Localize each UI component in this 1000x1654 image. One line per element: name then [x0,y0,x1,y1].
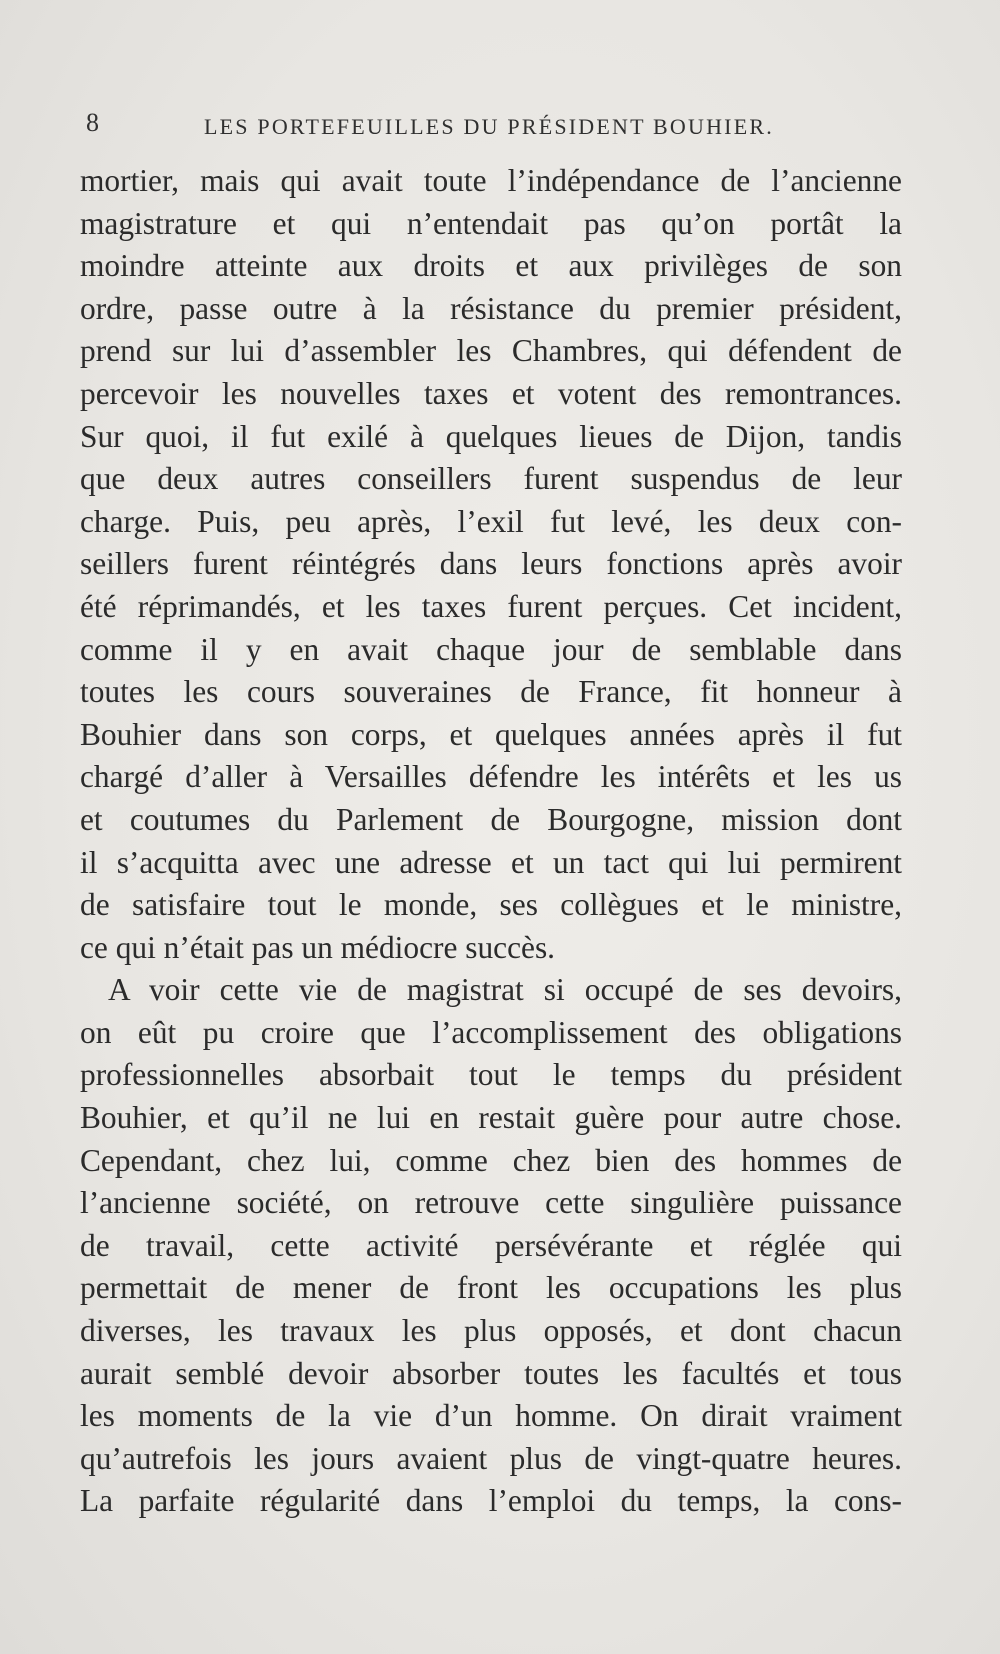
text-line: et coutumes du Parlement de Bourgogne, mission dont [80,801,902,837]
text-line: permettait de mener de front les occupations les plus [80,1270,902,1306]
text-line: il s’acquitta avec une adresse et un tact qui lui permirent [80,844,902,880]
text-line: seillers furent réintégrés dans leurs fonctions après avoir [80,546,902,582]
text-line: été réprimandés, et les taxes furent perçues. Cet incident, [80,588,902,624]
text-line: comme il y en avait chaque jour de semblable dans [80,631,902,667]
text-line: Bouhier dans son corps, et quelques années après il fut [80,716,902,752]
text-line: professionnelles absorbait tout le temps du président [80,1057,902,1093]
text-line: on eût pu croire que l’accomplissement des obligations [80,1014,902,1050]
text-line: prend sur lui d’assembler les Chambres, qui défendent de [80,333,902,369]
text-line: diverses, les travaux les plus opposés, et dont chacun [80,1313,902,1349]
page-header [86,108,816,148]
text-line: l’ancienne société, on retrouve cette singulière puissance [80,1185,902,1221]
text-line: chargé d’aller à Versailles défendre les intérêts et les us [80,759,902,795]
text-line: toutes les cours souveraines de France, fit honneur à [80,674,902,710]
text-line: ce qui n’était pas un médiocre succès. [80,929,556,965]
text-line: mortier, mais qui avait toute l’indépendance de l’ancienne [80,163,902,198]
page-number: 8 [86,108,100,137]
text-line: que deux autres conseillers furent suspendus de leur [80,461,902,497]
text-line: A voir cette vie de magistrat si occupé de ses devoirs, [108,972,902,1008]
text-line: aurait semblé devoir absorber toutes les facultés et tous [80,1355,902,1391]
text-line: de travail, cette activité persévérante et réglée qui [80,1227,902,1263]
text-line: Sur quoi, il fut exilé à quelques lieues de Dijon, tandis [80,418,902,454]
text-line: La parfaite régularité dans l’emploi du temps, la cons- [80,1483,902,1519]
body-text [80,160,902,1523]
text-line: moindre atteinte aux droits et aux privilèges de son [80,248,902,284]
text-line: percevoir les nouvelles taxes et votent des remontrances. [80,375,902,411]
text-line: qu’autrefois les jours avaient plus de vingt-quatre heures. [80,1440,902,1476]
text-line: ordre, passe outre à la résistance du premier président, [80,290,902,326]
text-line: magistrature et qui n’entendait pas qu’on portât la [80,205,902,241]
text-line: charge. Puis, peu après, l’exil fut levé, les deux con- [80,503,902,539]
text-line: Bouhier, et qu’il ne lui en restait guère pour autre chose. [80,1100,902,1136]
text-line: les moments de la vie d’un homme. On dirait vraiment [80,1398,902,1434]
text-line: Cependant, chez lui, comme chez bien des hommes de [80,1142,902,1178]
text-line: de satisfaire tout le monde, ses collègues et le ministre, [80,887,902,923]
running-title: LES PORTEFEUILLES DU PRÉSIDENT BOUHIER. [204,114,774,139]
